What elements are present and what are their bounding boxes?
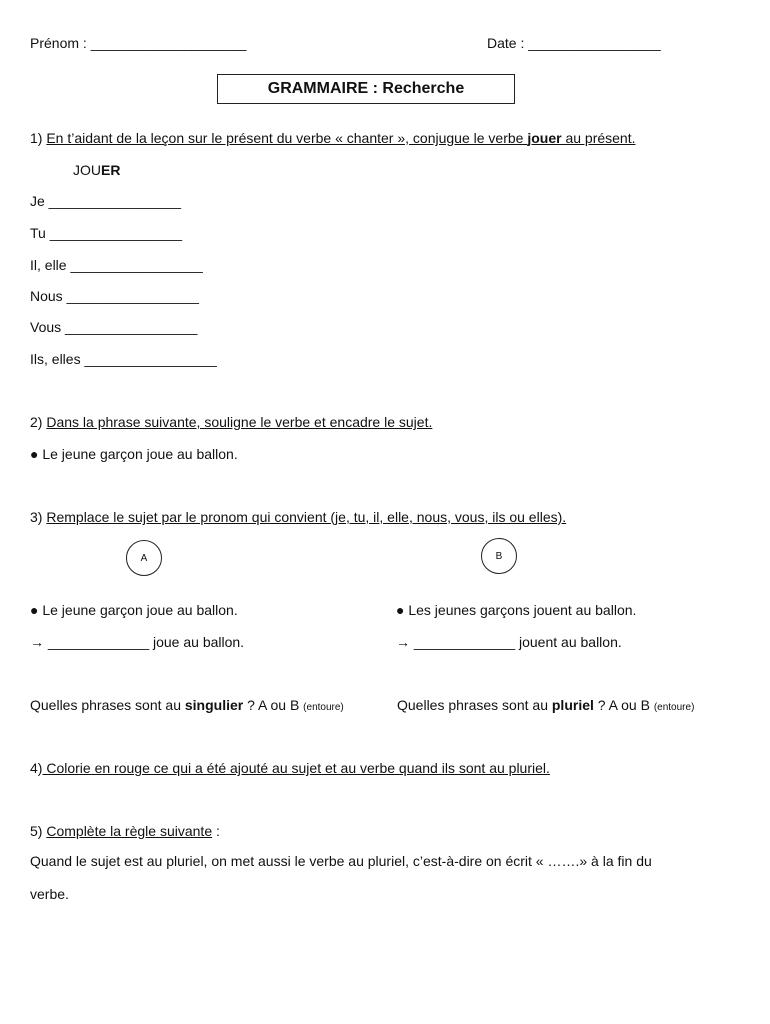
question-3 [30,508,566,526]
question-3-number: 3) [30,509,47,525]
conjugation-line-il-elle: Il, elle _________________ [30,257,203,273]
page-title: GRAMMAIRE : Recherche [217,74,515,104]
question-4-text: Colorie en rouge ce qui a été ajouté au sujet et au verbe quand ils sont au pluriel. [42,760,550,776]
question-1-number: 1) [30,130,47,146]
prenom-field: Prénom : ____________________ [30,35,247,51]
circle-label-a: A [126,540,162,576]
question-singulier: Quelles phrases sont au singulier ? A ou B (entoure) [30,697,344,713]
question-1 [30,129,636,147]
question-pluriel: Quelles phrases sont au pluriel ? A ou B (entoure) [397,697,695,713]
rule-line-1: Quand le sujet est au pluriel, on met aussi le verbe au pluriel, c’est-à-dire on écrit « …….» à la fin du [30,853,652,869]
conjugation-line-je: Je _________________ [30,193,182,209]
question-5: 5) Complète la règle suivante : [30,823,220,839]
question-2-number: 2) [30,414,47,430]
sentence-b: ● Les jeunes garçons jouent au ballon. [396,602,637,618]
conjugation-line-nous: Nous _________________ [30,288,199,304]
question-4-number: 4) [30,760,43,776]
question-5-text: Complète la règle suivante [46,823,213,839]
answer-line-b: → _____________ jouent au ballon. [396,634,622,650]
rule-line-2: verbe. [30,886,69,902]
question-1-text: En t’aidant de la leçon sur le présent du verbe « chanter », conjugue le verbe jouer au présent. [46,130,636,146]
question-4 [30,759,550,777]
question-2-text: Dans la phrase suivante, souligne le verbe et encadre le sujet. [46,414,433,430]
answer-line-a: → _____________ joue au ballon. [30,634,245,650]
circle-label-b: B [481,538,517,574]
sentence-a: ● Le jeune garçon joue au ballon. [30,602,238,618]
question-2 [30,413,432,431]
question-2-sentence: ● Le jeune garçon joue au ballon. [30,446,238,462]
date-field: Date : _________________ [487,35,661,51]
conjugation-line-vous: Vous _________________ [30,319,198,335]
conjugation-line-tu: Tu _________________ [30,225,183,241]
conjugation-line-ils-elles: Ils, elles _________________ [30,351,217,367]
question-3-text: Remplace le sujet par le pronom qui convient (je, tu, il, elle, nous, vous, ils ou elles). [46,509,567,525]
verb-jouer: JOUER [73,162,121,178]
question-5-number: 5) [30,823,47,839]
